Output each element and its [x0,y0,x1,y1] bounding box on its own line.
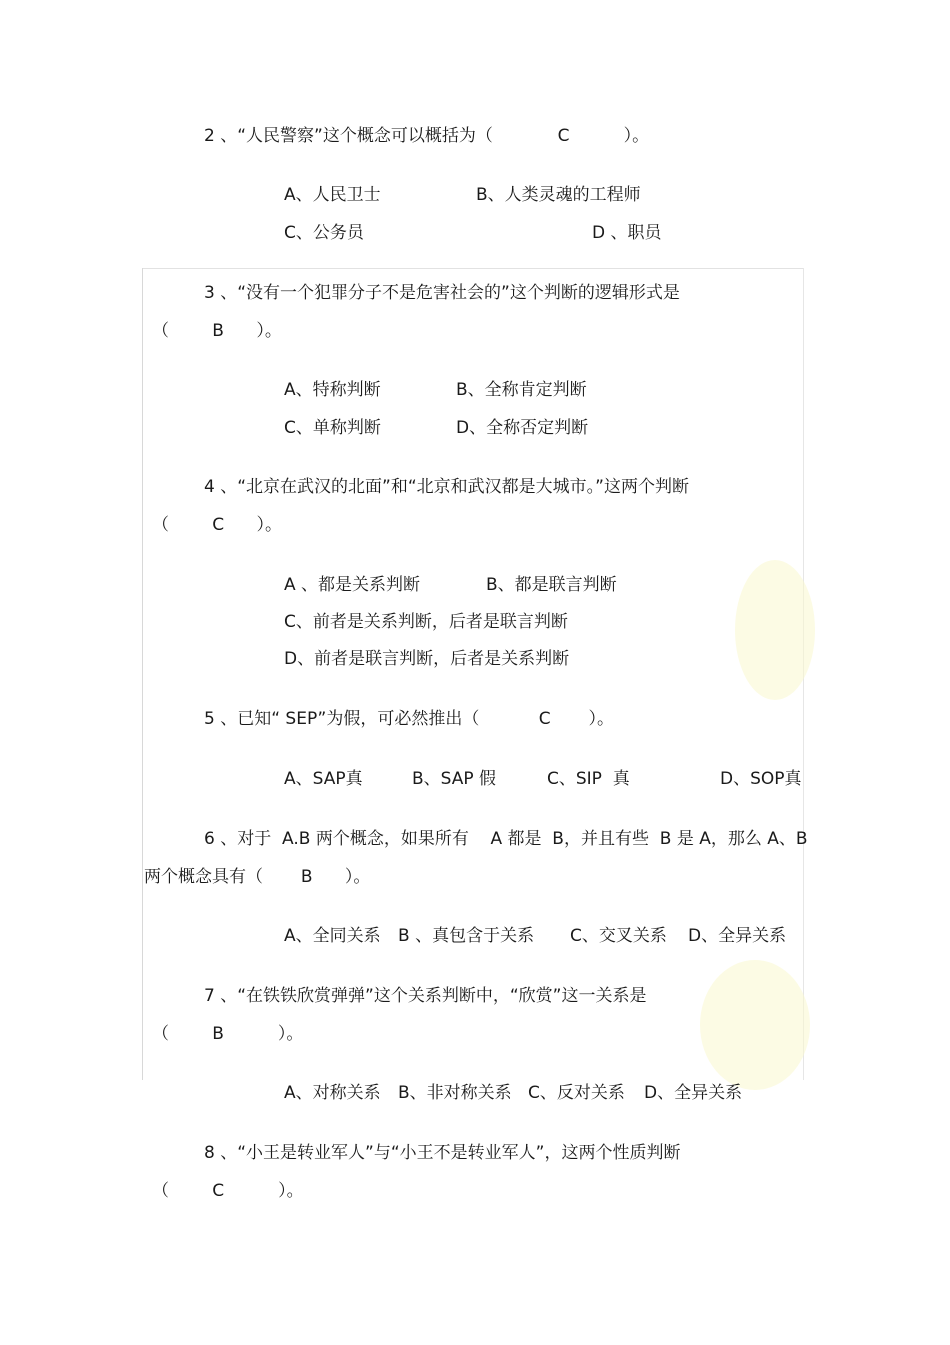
option-c: C、反对关系 [528,1083,625,1103]
option-d: D、全称否定判断 [456,418,589,438]
option-c: C、前者是关系判断，后者是联言判断 [284,612,568,632]
question-6-answer: 两个概念具有（ B ）。 [144,867,371,887]
watermark-blot [735,560,815,700]
question-8-stem: 8 、“小王是转业军人”与“小王不是转业军人”，这两个性质判断 [204,1143,681,1163]
question-2-stem: 2 、“人民警察”这个概念可以概括为（ C ）。 [204,126,650,146]
question-6-stem: 6 、对于 A.B 两个概念，如果所有 A 都是 B，并且有些 B 是 A，那么 A、B [204,829,808,849]
option-a: A、对称关系 [284,1083,381,1103]
option-a: A、人民卫士 [284,185,381,205]
option-d: D、全异关系 [688,926,787,946]
option-a: A 、都是关系判断 [284,575,421,595]
watermark-blot [700,960,810,1090]
frame-top-border [142,268,804,269]
option-c: C、SIP 真 [547,769,630,789]
option-b: B、都是联言判断 [486,575,617,595]
option-b: B、全称肯定判断 [456,380,587,400]
option-d: D、全异关系 [644,1083,743,1103]
question-7-stem: 7 、“在铁铁欣赏弹弹”这个关系判断中，“欣赏”这一关系是 [204,986,647,1006]
option-a: A、SAP真 [284,769,363,789]
option-c: C、交叉关系 [570,926,667,946]
option-d: D、SOP真 [720,769,802,789]
question-8-answer: （ C ）。 [152,1181,304,1201]
option-d: D 、职员 [592,223,662,243]
option-a: A、全同关系 [284,926,381,946]
question-7-answer: （ B ）。 [152,1024,304,1044]
question-4-answer: （ C ）。 [152,515,283,535]
option-b: B、人类灵魂的工程师 [476,185,641,205]
question-3-stem: 3 、“没有一个犯罪分子不是危害社会的”这个判断的逻辑形式是 [204,283,680,303]
option-c: C、公务员 [284,223,364,243]
option-b: B 、真包含于关系 [398,926,535,946]
question-3-answer: （ B ）。 [152,321,282,341]
question-5-stem: 5 、已知“ SEP”为假，可必然推出（ C ）。 [204,709,614,729]
option-d: D、前者是联言判断，后者是关系判断 [284,649,570,669]
option-c: C、单称判断 [284,418,381,438]
option-b: B、非对称关系 [398,1083,512,1103]
option-a: A、特称判断 [284,380,381,400]
option-b: B、SAP 假 [412,769,497,789]
frame-left-border [142,268,143,1080]
question-4-stem: 4 、“北京在武汉的北面”和“北京和武汉都是大城市。”这两个判断 [204,477,689,497]
